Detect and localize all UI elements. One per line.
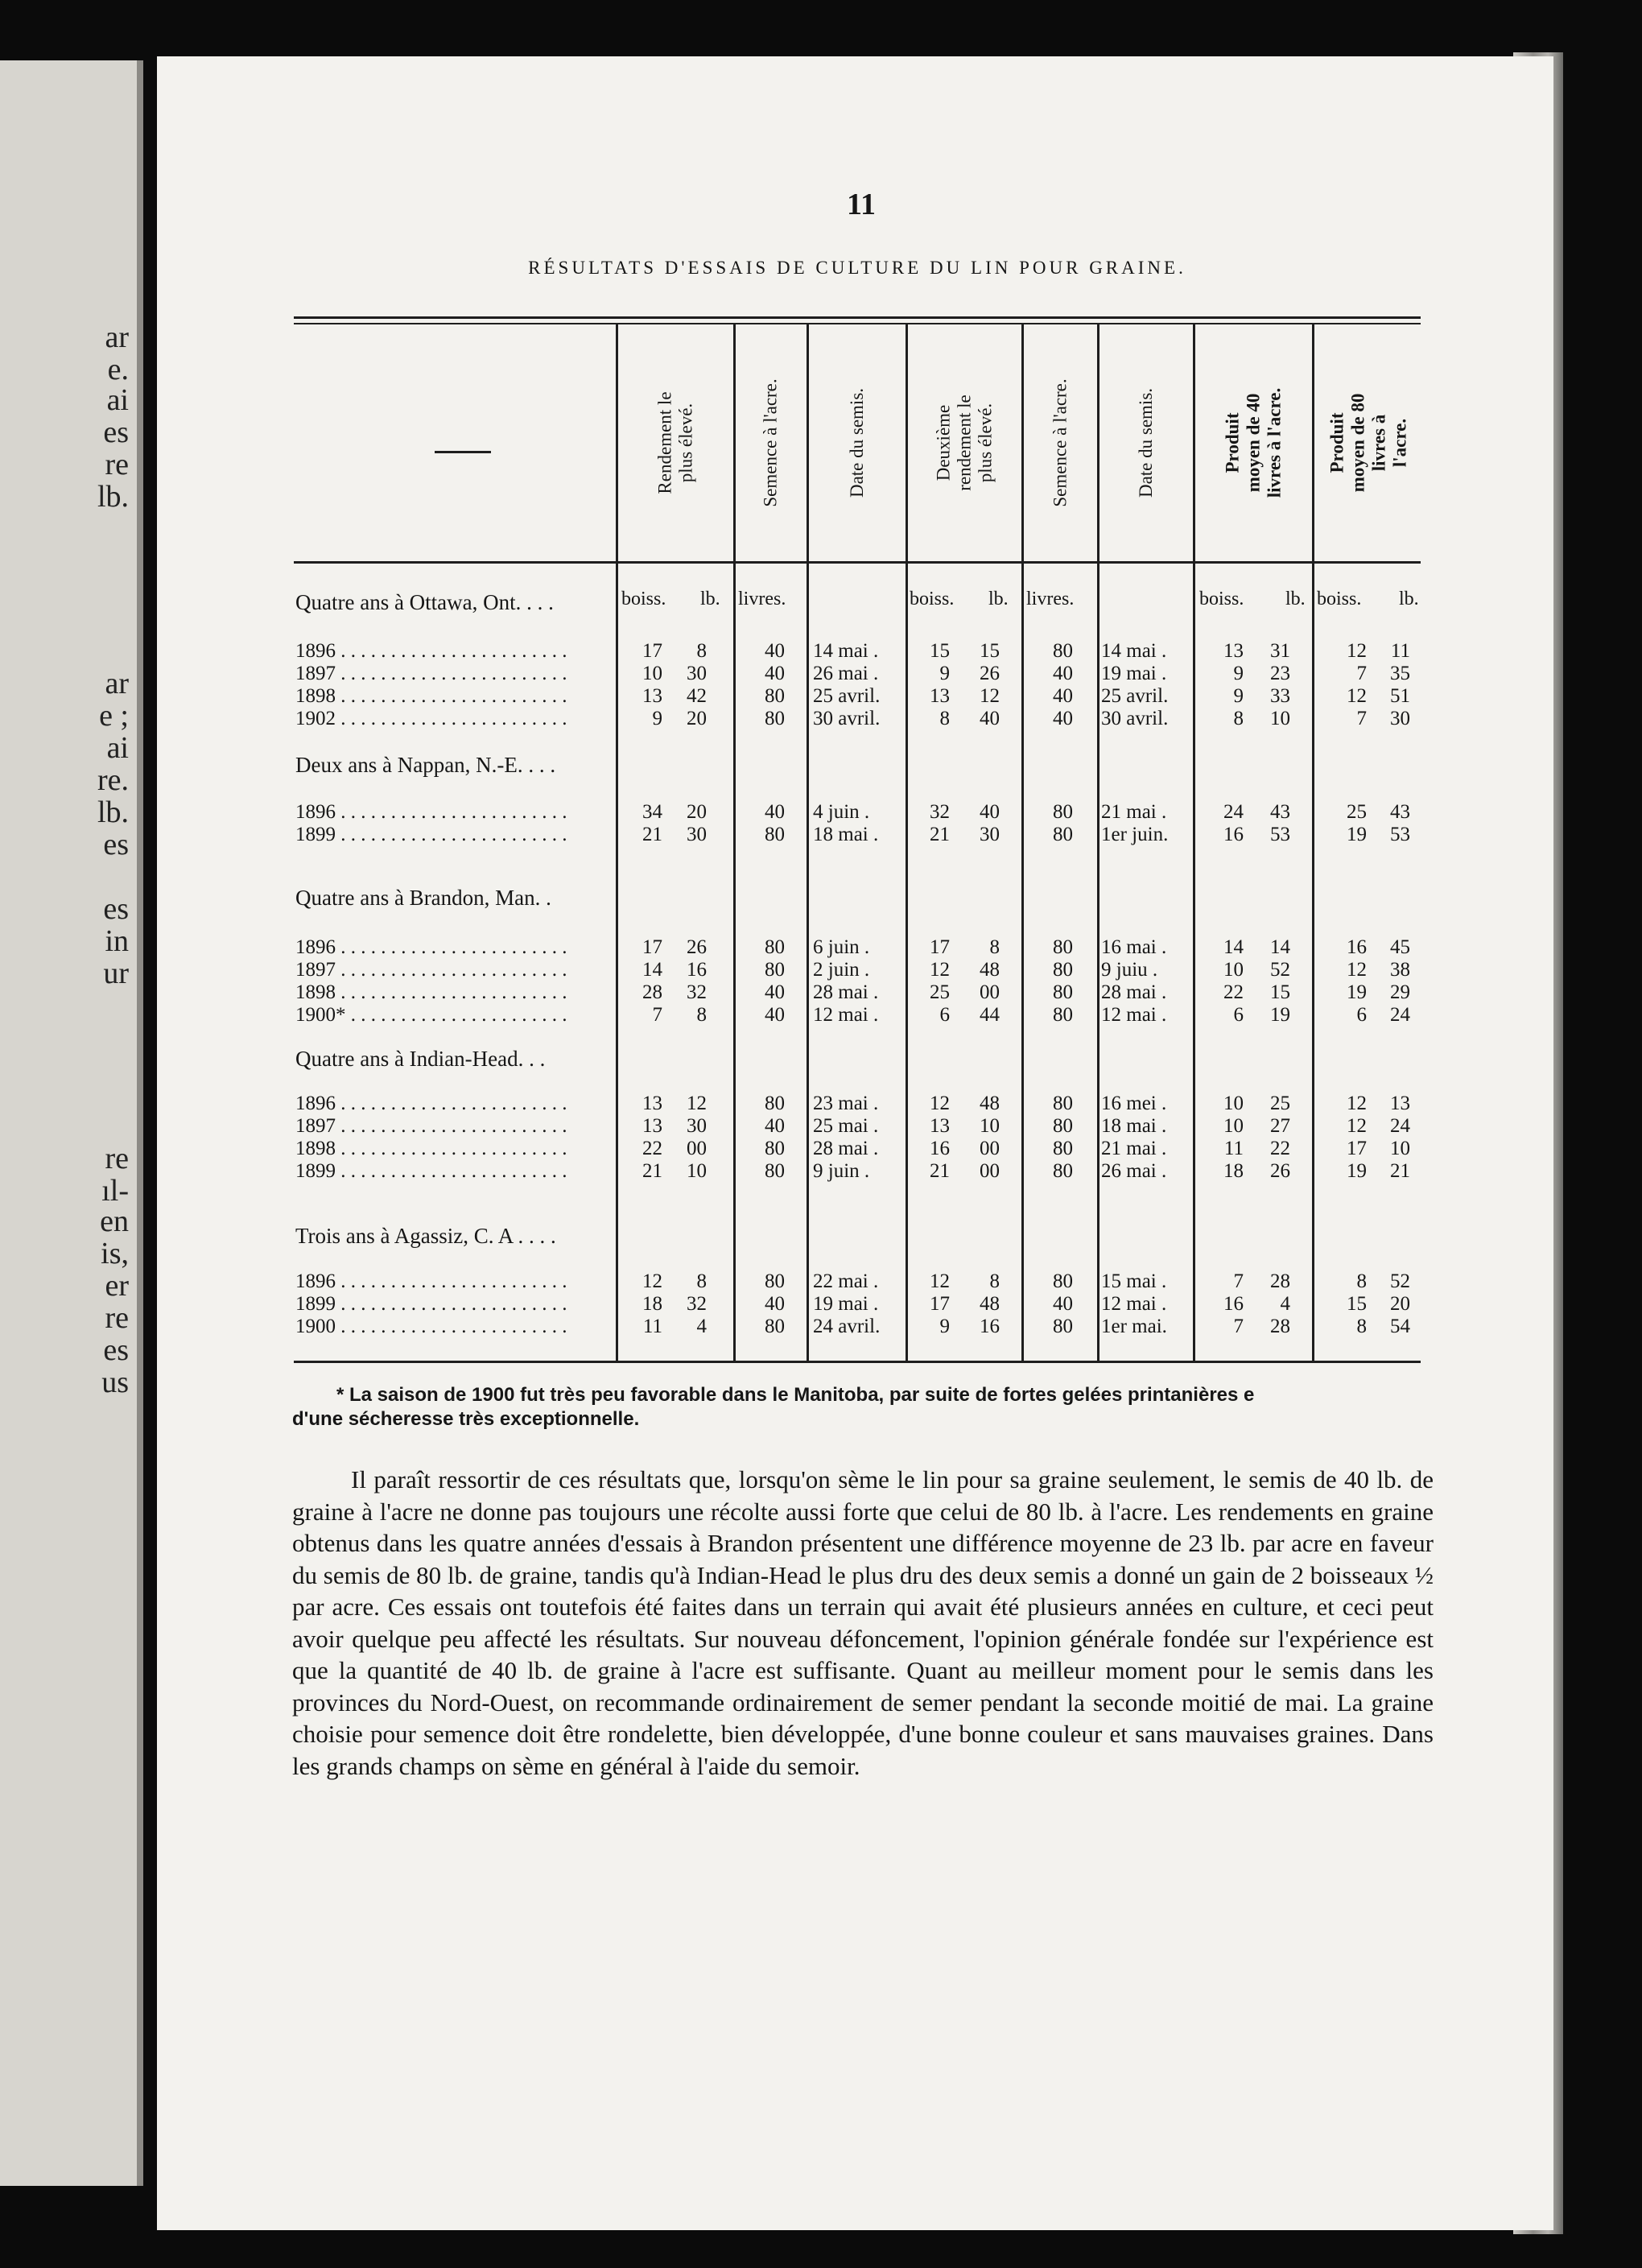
table-cell: 80 bbox=[1053, 1138, 1073, 1159]
table-cell: 14 bbox=[642, 959, 662, 981]
left-page-fragment: is, bbox=[101, 1237, 129, 1270]
table-cell: 53 bbox=[1390, 824, 1410, 845]
table-cell: 24 bbox=[1390, 1004, 1410, 1026]
table-cell: 21 mai . bbox=[1101, 1138, 1167, 1159]
row-year: 1899 . . . . . . . . . . . . . . . . . . . . . . . bbox=[295, 824, 567, 845]
table-cell: 80 bbox=[1053, 640, 1073, 662]
row-year: 1902 . . . . . . . . . . . . . . . . . . . . . . . bbox=[295, 708, 567, 729]
table-cell: 12 bbox=[1347, 1093, 1367, 1114]
table-cell: 80 bbox=[1053, 1093, 1073, 1114]
table-cell: 40 bbox=[765, 1004, 785, 1026]
table-cell: 43 bbox=[1390, 801, 1410, 823]
table-cell: 6 bbox=[1356, 1004, 1367, 1026]
table-cell: 22 bbox=[642, 1138, 662, 1159]
table-cell: 14 bbox=[1223, 936, 1244, 958]
table-cell: 24 avril. bbox=[813, 1316, 881, 1337]
table-cell: 80 bbox=[765, 959, 785, 981]
table-cell: 80 bbox=[1053, 1160, 1073, 1182]
header-semence-2: Semence à l'acre. bbox=[1050, 378, 1071, 507]
table-cell: 25 bbox=[1347, 801, 1367, 823]
table-cell: 25 mai . bbox=[813, 1115, 879, 1137]
left-page-fragment: lb. bbox=[97, 480, 129, 514]
table-cell: 6 bbox=[1233, 1004, 1244, 1026]
table-cell: 18 bbox=[1223, 1160, 1244, 1182]
table-cell: 9 juin . bbox=[813, 1160, 870, 1182]
row-year: 1896 . . . . . . . . . . . . . . . . . . . . . . . bbox=[295, 640, 567, 662]
table-cell: 30 bbox=[687, 824, 707, 845]
unit-livres: livres. bbox=[738, 589, 786, 609]
table-cell: 10 bbox=[1270, 708, 1290, 729]
table-cell: 13 bbox=[642, 1115, 662, 1137]
table-cell: 40 bbox=[980, 801, 1000, 823]
table-cell: 40 bbox=[1053, 708, 1073, 729]
table-cell: 25 avril. bbox=[813, 685, 881, 707]
table-cell: 26 mai . bbox=[1101, 1160, 1167, 1182]
unit-boiss: boiss. bbox=[1317, 589, 1362, 609]
table-cell: 25 avril. bbox=[1101, 685, 1169, 707]
left-page-fragment: ai bbox=[106, 731, 129, 765]
table-cell: 8 bbox=[696, 1004, 707, 1026]
table-cell: 7 bbox=[1356, 708, 1367, 729]
table-cell: 40 bbox=[1053, 685, 1073, 707]
table-cell: 80 bbox=[765, 1138, 785, 1159]
table-cell: 9 bbox=[939, 663, 950, 684]
left-page-fragment: ur bbox=[103, 956, 129, 990]
table-cell: 26 bbox=[980, 663, 1000, 684]
group-title: Deux ans à Nappan, N.-E. . . . bbox=[295, 753, 556, 777]
table-cell: 17 bbox=[1347, 1138, 1367, 1159]
table-cell: 80 bbox=[765, 708, 785, 729]
table-cell: 15 bbox=[930, 640, 950, 662]
left-page-fragment: in bbox=[105, 924, 129, 958]
table-cell: 16 bbox=[1223, 824, 1244, 845]
page-number: 11 bbox=[847, 188, 876, 221]
table-cell: 7 bbox=[1233, 1270, 1244, 1292]
table-cell: 12 mai . bbox=[1101, 1293, 1167, 1315]
table-cell: 00 bbox=[980, 1138, 1000, 1159]
table-cell: 80 bbox=[1053, 801, 1073, 823]
table-cell: 23 mai . bbox=[813, 1093, 879, 1114]
table-cell: 13 bbox=[930, 685, 950, 707]
table-cell: 16 bbox=[1347, 936, 1367, 958]
table-cell: 9 bbox=[939, 1316, 950, 1337]
table-cell: 48 bbox=[980, 959, 1000, 981]
table-cell: 45 bbox=[1390, 936, 1410, 958]
table-cell: 19 bbox=[1347, 824, 1367, 845]
table-cell: 30 bbox=[687, 663, 707, 684]
table-cell: 30 avril. bbox=[813, 708, 881, 729]
table-cell: 11 bbox=[642, 1316, 662, 1337]
table-cell: 14 mai . bbox=[813, 640, 879, 662]
table-cell: 28 mai . bbox=[813, 1138, 879, 1159]
table-cell: 00 bbox=[687, 1138, 707, 1159]
table-cell: 00 bbox=[980, 981, 1000, 1003]
left-page-fragment: es bbox=[103, 415, 129, 449]
table-cell: 40 bbox=[765, 640, 785, 662]
left-page-fragment: er bbox=[105, 1269, 129, 1303]
table-cell: 80 bbox=[765, 1270, 785, 1292]
table-cell: 19 bbox=[1347, 981, 1367, 1003]
table-cell: 40 bbox=[765, 1293, 785, 1315]
table-cell: 13 bbox=[642, 1093, 662, 1114]
left-page-fragment: es bbox=[103, 892, 129, 926]
table-cell: 48 bbox=[980, 1293, 1000, 1315]
table-cell: 12 bbox=[930, 1270, 950, 1292]
unit-boiss: boiss. bbox=[621, 589, 666, 609]
table-cell: 12 bbox=[1347, 1115, 1367, 1137]
table-cell: 80 bbox=[1053, 936, 1073, 958]
body-paragraph: Il paraît ressortir de ces résultats que, lorsqu'on sème le lin pour sa graine seulement, le semis de 40 lb. de graine à l'acre ne donne pas toujours une récolte aussi forte que celui de 80 lb. à l'acre. Les rendements en graine obtenus dans les quatre années d'essais à Brandon présentent une différence moyenne de 23 lb. par acre en faveur du semis de 80 lb. de graine, tandis qu'à Indian-Head le plus dru des deux semis a donné un gain de 2 boisseaux ½ par acre. Ces essais ont toutefois été faites dans un terrain qui avait été plusieurs années en culture, et ceci peut avoir quelque peu affecté les résultats. Sur nouveau défoncement, l'opinion générale fondée sur l'expérience est que la quantité de 40 lb. de graine à l'acre est suffisante. Quant au meilleur moment pour le semis dans les provinces du Nord-Ouest, on recommande ordinairement de semer pendant la seconde moitié de mai. La graine choisie pour semence doit être rondelette, bien développée, d'une bonne couleur et sans mauvaises graines. Dans les grands champs on sème en général à l'aide du semoir. bbox=[292, 1465, 1434, 1780]
table-cell: 51 bbox=[1390, 685, 1410, 707]
table-cell: 18 mai . bbox=[1101, 1115, 1167, 1137]
header-date-1: Date du semis. bbox=[847, 387, 867, 498]
left-page-fragment: e ; bbox=[99, 699, 129, 733]
table-cell: 44 bbox=[980, 1004, 1000, 1026]
table-cell: 22 bbox=[1270, 1138, 1290, 1159]
table-cell: 48 bbox=[980, 1093, 1000, 1114]
table-cell: 12 bbox=[1347, 959, 1367, 981]
table-cell: 80 bbox=[765, 685, 785, 707]
table-cell: 10 bbox=[1223, 1093, 1244, 1114]
table-cell: 52 bbox=[1270, 959, 1290, 981]
table-cell: 80 bbox=[1053, 1115, 1073, 1137]
table-cell: 15 bbox=[1270, 981, 1290, 1003]
table-cell: 80 bbox=[1053, 1004, 1073, 1026]
table-cell: 24 bbox=[1223, 801, 1244, 823]
table-cell: 80 bbox=[765, 1316, 785, 1337]
table-cell: 4 bbox=[696, 1316, 707, 1337]
footnote bbox=[292, 1383, 1435, 1431]
table-cell: 26 bbox=[1270, 1160, 1290, 1182]
left-page-margin bbox=[0, 60, 143, 2186]
row-year: 1899 . . . . . . . . . . . . . . . . . . . . . . . bbox=[295, 1160, 567, 1182]
left-page-fragment: en bbox=[100, 1204, 129, 1238]
table-cell: 7 bbox=[1356, 663, 1367, 684]
table-cell: 8 bbox=[1356, 1316, 1367, 1337]
table-cell: 80 bbox=[765, 824, 785, 845]
table-cell: 16 bbox=[1223, 1293, 1244, 1315]
table-cell: 13 bbox=[1223, 640, 1244, 662]
table-cell: 20 bbox=[1390, 1293, 1410, 1315]
table-cell: 32 bbox=[687, 1293, 707, 1315]
left-page-fragment: es bbox=[103, 1333, 129, 1367]
table-cell: 32 bbox=[930, 801, 950, 823]
table-cell: 38 bbox=[1390, 959, 1410, 981]
table-cell: 4 juin . bbox=[813, 801, 870, 823]
table-cell: 15 mai . bbox=[1101, 1270, 1167, 1292]
table-cell: 24 bbox=[1390, 1115, 1410, 1137]
header-rendement: Rendement le plus élevé. bbox=[654, 391, 696, 494]
table-cell: 43 bbox=[1270, 801, 1290, 823]
table-cell: 8 bbox=[696, 1270, 707, 1292]
table-cell: 80 bbox=[765, 936, 785, 958]
table-cell: 19 bbox=[1270, 1004, 1290, 1026]
table-cell: 12 bbox=[642, 1270, 662, 1292]
table-cell: 17 bbox=[930, 936, 950, 958]
table-cell: 8 bbox=[1233, 708, 1244, 729]
table-cell: 16 bbox=[930, 1138, 950, 1159]
table-cell: 10 bbox=[1223, 1115, 1244, 1137]
left-page-fragment: re bbox=[105, 448, 129, 481]
group-title: Trois ans à Agassiz, C. A . . . . bbox=[295, 1224, 556, 1248]
table-cell: 00 bbox=[980, 1160, 1000, 1182]
header-bottom-rule bbox=[294, 561, 1421, 564]
table-cell: 80 bbox=[1053, 1270, 1073, 1292]
table-cell: 80 bbox=[1053, 1316, 1073, 1337]
table-cell: 14 bbox=[1270, 936, 1290, 958]
table-cell: 30 avril. bbox=[1101, 708, 1169, 729]
table-cell: 8 bbox=[696, 640, 707, 662]
table-cell: 80 bbox=[1053, 824, 1073, 845]
row-year: 1896 . . . . . . . . . . . . . . . . . . . . . . . bbox=[295, 936, 567, 958]
table-cell: 54 bbox=[1390, 1316, 1410, 1337]
row-year: 1897 . . . . . . . . . . . . . . . . . . . . . . . bbox=[295, 959, 567, 981]
table-cell: 15 bbox=[980, 640, 1000, 662]
table-cell: 4 bbox=[1280, 1293, 1290, 1315]
table-top-rule-2 bbox=[294, 323, 1421, 324]
table-cell: 6 bbox=[939, 1004, 950, 1026]
left-page-fragment: us bbox=[101, 1365, 129, 1399]
table-cell: 10 bbox=[1223, 959, 1244, 981]
table-cell: 8 bbox=[989, 1270, 1000, 1292]
row-year: 1898 . . . . . . . . . . . . . . . . . . . . . . . bbox=[295, 981, 567, 1003]
table-cell: 33 bbox=[1270, 685, 1290, 707]
table-cell: 17 bbox=[930, 1293, 950, 1315]
table-cell: 35 bbox=[1390, 663, 1410, 684]
table-cell: 18 mai . bbox=[813, 824, 879, 845]
table-cell: 6 juin . bbox=[813, 936, 870, 958]
left-page-fragment: ıl- bbox=[101, 1174, 129, 1208]
table-cell: 26 mai . bbox=[813, 663, 879, 684]
unit-boiss: boiss. bbox=[910, 589, 955, 609]
table-cell: 12 mai . bbox=[1101, 1004, 1167, 1026]
table-cell: 19 mai . bbox=[1101, 663, 1167, 684]
table-cell: 9 bbox=[1233, 685, 1244, 707]
header-produit-40: Produit moyen de 40 livres à l'acre. bbox=[1222, 387, 1285, 498]
table-cell: 27 bbox=[1270, 1115, 1290, 1137]
table-cell: 28 bbox=[1270, 1316, 1290, 1337]
table-cell: 28 mai . bbox=[1101, 981, 1167, 1003]
table-cell: 26 bbox=[687, 936, 707, 958]
table-cell: 53 bbox=[1270, 824, 1290, 845]
row-year: 1900* . . . . . . . . . . . . . . . . . . . . . . bbox=[295, 1004, 567, 1026]
table-cell: 40 bbox=[765, 981, 785, 1003]
table-cell: 19 bbox=[1347, 1160, 1367, 1182]
table-cell: 28 bbox=[642, 981, 662, 1003]
table-cell: 10 bbox=[642, 663, 662, 684]
table-cell: 18 bbox=[642, 1293, 662, 1315]
table-cell: 21 bbox=[1390, 1160, 1410, 1182]
row-year: 1896 . . . . . . . . . . . . . . . . . . . . . . . bbox=[295, 801, 567, 823]
table-cell: 31 bbox=[1270, 640, 1290, 662]
row-year: 1897 . . . . . . . . . . . . . . . . . . . . . . . bbox=[295, 1115, 567, 1137]
row-year: 1899 . . . . . . . . . . . . . . . . . . . . . . . bbox=[295, 1293, 567, 1315]
table-cell: 21 bbox=[930, 824, 950, 845]
header-semence-1: Semence à l'acre. bbox=[761, 378, 782, 507]
table-cell: 1er juin. bbox=[1101, 824, 1169, 845]
table-cell: 8 bbox=[1356, 1270, 1367, 1292]
footnote-line: d'une sécheresse très exceptionnelle. bbox=[292, 1408, 640, 1430]
table-cell: 12 bbox=[980, 685, 1000, 707]
table-cell: 7 bbox=[1233, 1316, 1244, 1337]
left-page-fragment: ar bbox=[105, 667, 129, 700]
table-cell: 12 bbox=[930, 959, 950, 981]
table-cell: 15 bbox=[1347, 1293, 1367, 1315]
table-cell: 13 bbox=[1390, 1093, 1410, 1114]
table-cell: 40 bbox=[980, 708, 1000, 729]
row-year: 1898 . . . . . . . . . . . . . . . . . . . . . . . bbox=[295, 1138, 567, 1159]
left-page-fragment: es bbox=[103, 828, 129, 861]
table-cell: 80 bbox=[765, 1093, 785, 1114]
left-page-fragment: e. bbox=[107, 353, 129, 386]
group-title: Quatre ans à Ottawa, Ont. . . . bbox=[295, 590, 554, 614]
table-cell: 28 bbox=[1270, 1270, 1290, 1292]
left-page-fragment: ar bbox=[105, 320, 129, 354]
table-cell: 16 bbox=[980, 1316, 1000, 1337]
table-cell: 32 bbox=[687, 981, 707, 1003]
table-cell: 80 bbox=[1053, 981, 1073, 1003]
table-cell: 12 bbox=[1347, 640, 1367, 662]
table-cell: 30 bbox=[687, 1115, 707, 1137]
table-cell: 80 bbox=[765, 1160, 785, 1182]
table-cell: 40 bbox=[765, 801, 785, 823]
header-deuxieme: Deuxième rendement le plus élevé. bbox=[933, 395, 996, 491]
table-cell: 29 bbox=[1390, 981, 1410, 1003]
table-cell: 21 bbox=[642, 824, 662, 845]
row-year: 1896 . . . . . . . . . . . . . . . . . . . . . . . bbox=[295, 1093, 567, 1114]
table-cell: 22 bbox=[1223, 981, 1244, 1003]
group-title: Quatre ans à Indian-Head. . . bbox=[295, 1047, 546, 1071]
footnote-line: * La saison de 1900 fut très peu favorable dans le Manitoba, par suite de fortes gelées printanières e bbox=[336, 1384, 1255, 1406]
left-page-fragment: lb. bbox=[97, 795, 129, 829]
table-cell: 11 bbox=[1390, 640, 1410, 662]
unit-boiss: boiss. bbox=[1199, 589, 1244, 609]
table-cell: 14 mai . bbox=[1101, 640, 1167, 662]
table-cell: 16 mai . bbox=[1101, 936, 1167, 958]
table-cell: 17 bbox=[642, 640, 662, 662]
table-cell: 40 bbox=[765, 1115, 785, 1137]
table-cell: 17 bbox=[642, 936, 662, 958]
left-page-fragment: re. bbox=[97, 763, 129, 797]
table-cell: 7 bbox=[652, 1004, 662, 1026]
unit-lb: lb. bbox=[988, 589, 1009, 609]
table-cell: 80 bbox=[1053, 959, 1073, 981]
table-cell: 13 bbox=[930, 1115, 950, 1137]
table-cell: 10 bbox=[1390, 1138, 1410, 1159]
table-cell: 40 bbox=[1053, 1293, 1073, 1315]
row-year: 1898 . . . . . . . . . . . . . . . . . . . . . . . bbox=[295, 685, 567, 707]
row-year: 1896 . . . . . . . . . . . . . . . . . . . . . . . bbox=[295, 1270, 567, 1292]
table-cell: 52 bbox=[1390, 1270, 1410, 1292]
table-cell: 30 bbox=[1390, 708, 1410, 729]
table-cell: 21 bbox=[930, 1160, 950, 1182]
unit-lb: lb. bbox=[1285, 589, 1306, 609]
table-cell: 34 bbox=[642, 801, 662, 823]
table-cell: 28 mai . bbox=[813, 981, 879, 1003]
table-cell: 12 bbox=[1347, 685, 1367, 707]
table-cell: 19 mai . bbox=[813, 1293, 879, 1315]
table-cell: 16 mei . bbox=[1101, 1093, 1167, 1114]
unit-lb: lb. bbox=[700, 589, 720, 609]
table-cell: 8 bbox=[939, 708, 950, 729]
table-cell: 21 bbox=[642, 1160, 662, 1182]
table-cell: 20 bbox=[687, 708, 707, 729]
table-cell: 13 bbox=[642, 685, 662, 707]
left-page-fragment: ai bbox=[106, 383, 129, 417]
table-title: RÉSULTATS D'ESSAIS DE CULTURE DU LIN POUR GRAINE. bbox=[528, 258, 1186, 278]
header-date-2: Date du semis. bbox=[1136, 387, 1156, 498]
table-cell: 9 bbox=[1233, 663, 1244, 684]
table-cell: 9 juiu . bbox=[1101, 959, 1158, 981]
table-cell: 12 bbox=[930, 1093, 950, 1114]
table-cell: 20 bbox=[687, 801, 707, 823]
table-cell: 30 bbox=[980, 824, 1000, 845]
stub-dash bbox=[435, 451, 491, 453]
table-cell: 10 bbox=[980, 1115, 1000, 1137]
table-cell: 25 bbox=[930, 981, 950, 1003]
row-year: 1897 . . . . . . . . . . . . . . . . . . . . . . . bbox=[295, 663, 567, 684]
table-cell: 9 bbox=[652, 708, 662, 729]
table-cell: 25 bbox=[1270, 1093, 1290, 1114]
table-cell: 42 bbox=[687, 685, 707, 707]
left-page-fragment: re bbox=[105, 1301, 129, 1335]
table-cell: 12 bbox=[687, 1093, 707, 1114]
table-cell: 22 mai . bbox=[813, 1270, 879, 1292]
row-year: 1900 . . . . . . . . . . . . . . . . . . . . . . . bbox=[295, 1316, 567, 1337]
table-cell: 40 bbox=[765, 663, 785, 684]
table-cell: 23 bbox=[1270, 663, 1290, 684]
unit-livres: livres. bbox=[1026, 589, 1075, 609]
table-cell: 21 mai . bbox=[1101, 801, 1167, 823]
table-cell: 40 bbox=[1053, 663, 1073, 684]
group-title: Quatre ans à Brandon, Man. . bbox=[295, 886, 551, 910]
header-produit-80: Produit moyen de 80 livres à l'acre. bbox=[1326, 393, 1410, 493]
table-cell: 11 bbox=[1223, 1138, 1244, 1159]
table-top-rule bbox=[294, 316, 1421, 319]
table-cell: 8 bbox=[989, 936, 1000, 958]
table-cell: 16 bbox=[687, 959, 707, 981]
table-cell: 10 bbox=[687, 1160, 707, 1182]
left-page-fragment: re bbox=[105, 1142, 129, 1175]
table-cell: 2 juin . bbox=[813, 959, 870, 981]
table-cell: 12 mai . bbox=[813, 1004, 879, 1026]
table-bottom-rule bbox=[294, 1361, 1421, 1363]
table-cell: 1er mai. bbox=[1101, 1316, 1167, 1337]
unit-lb: lb. bbox=[1399, 589, 1419, 609]
